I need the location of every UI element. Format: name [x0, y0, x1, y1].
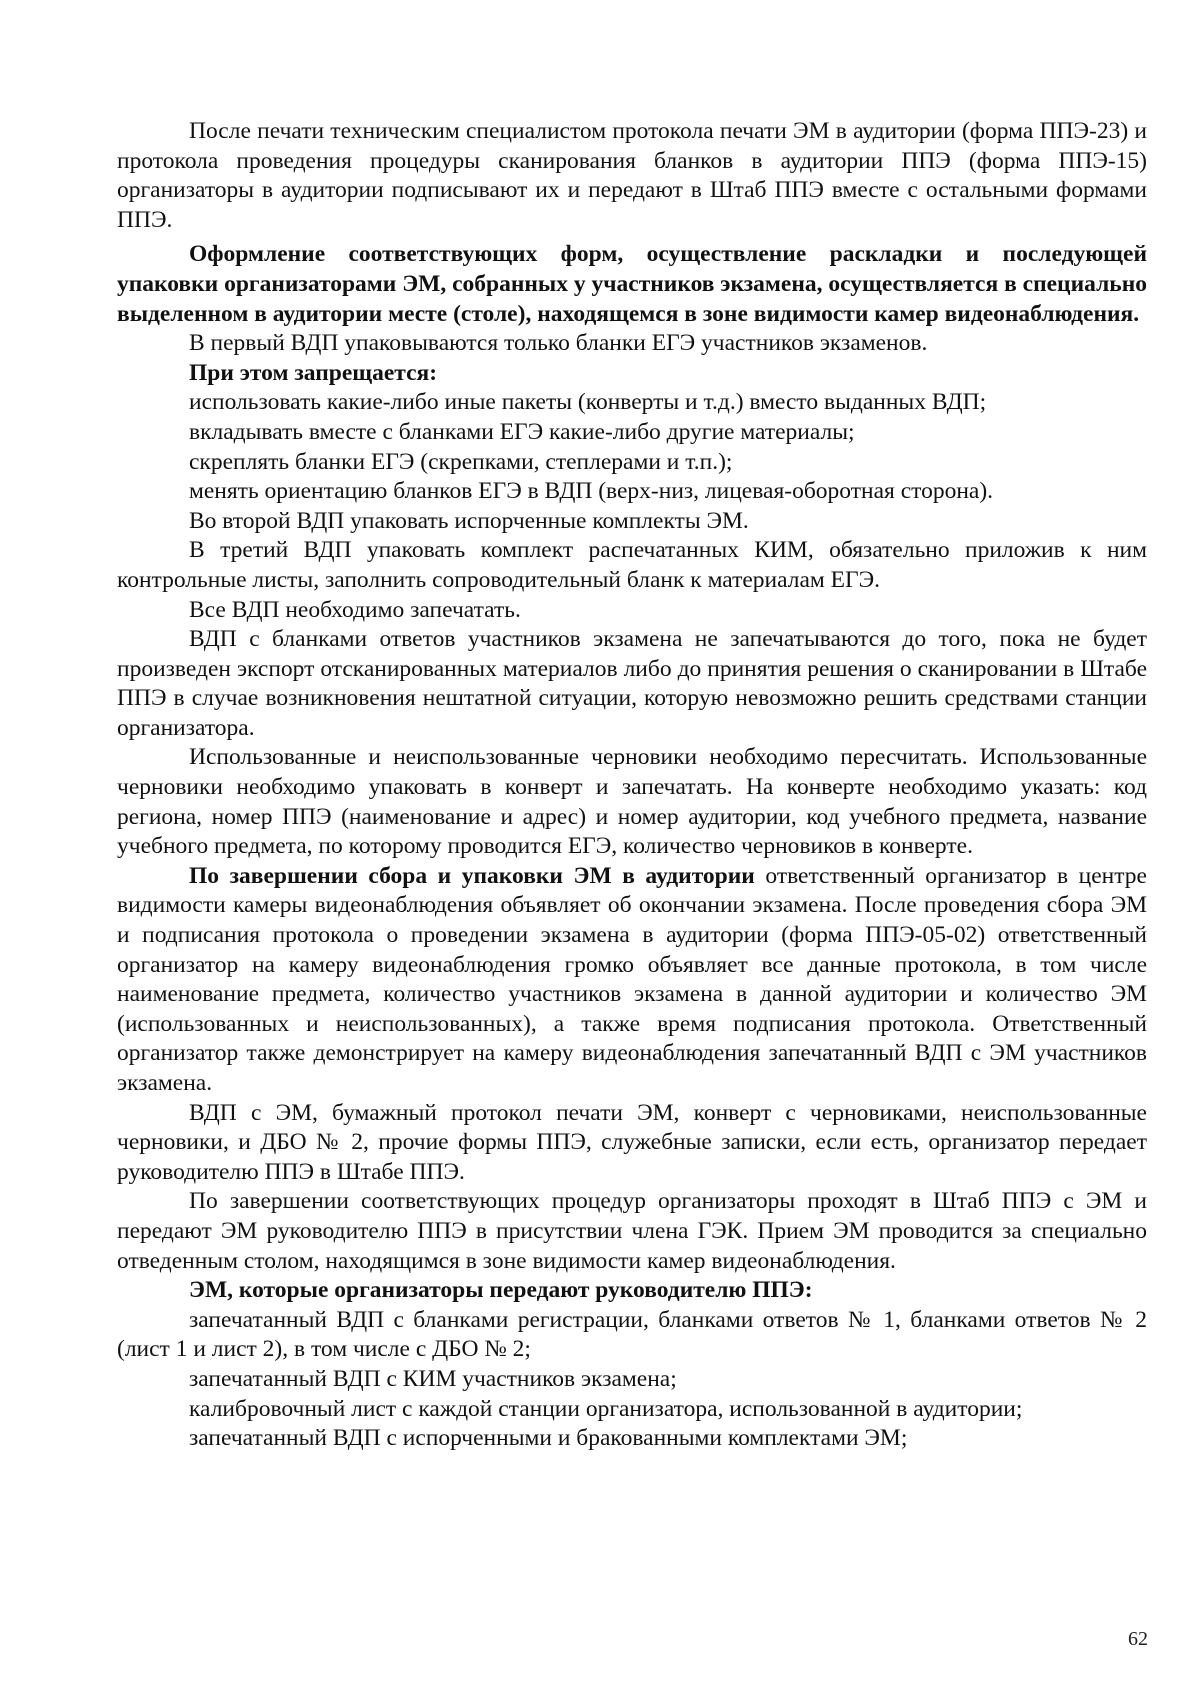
paragraph: Все ВДП необходимо запечатать.: [189, 596, 521, 623]
list-item: запечатанный ВДП с бланками регистрации, бланками ответов № 1, бланками ответов № 2 (лист 1 и лист 2), в том числе с ДБО № 2;: [117, 1306, 1147, 1363]
bold-paragraph: Оформление соответствующих форм, осуществление раскладки и последующей упаковки организаторами ЭМ, собранных у участников экзамена, осуществляется в специально выделенном в аудитории месте (столе), находящемся в зоне видимости камер видеонаблюдения.: [117, 241, 1147, 327]
materials-heading: ЭМ, которые организаторы передают руководителю ППЭ:: [189, 1277, 813, 1304]
paragraph-text: ответственный организатор в центре видимости камеры видеонаблюдения объявляет об окончании экзамена. После проведения сбора ЭМ и подписания протокола о проведении экзамена в аудитории (форма ППЭ-05-02) ответственный организатор на камеру видеонаблюдения громко объявляет все данные протокола, в том числе наименование предмета, количество участников экзамена в данной аудитории и количество ЭМ (использованных и неиспользованных), а также время подписания протокола. Ответственный организатор также демонстрирует на камеру видеонаблюдения запечатанный ВДП с ЭМ участников экзамена.: [117, 862, 1147, 1096]
paragraph: Во второй ВДП упаковать испорченные комплекты ЭМ.: [189, 507, 749, 534]
paragraph: По завершении соответствующих процедур организаторы проходят в Штаб ППЭ с ЭМ и передают ЭМ руководителю ППЭ в присутствии члена ГЭК. Прием ЭМ проводится за специально отведенным столом, находящимся в зоне видимости камер видеонаблюдения.: [117, 1188, 1147, 1274]
bold-lead-text: По завершении сбора и упаковки ЭМ в аудитории: [189, 862, 755, 889]
page-number: 62: [1128, 1628, 1148, 1650]
list-item: скреплять бланки ЕГЭ (скрепками, степлерами и т.п.);: [189, 448, 733, 475]
list-item: менять ориентацию бланков ЕГЭ в ВДП (верх-низ, лицевая-оборотная сторона).: [189, 478, 994, 505]
prohibitions-heading: При этом запрещается:: [189, 359, 438, 386]
list-item: запечатанный ВДП с КИМ участников экзамена;: [189, 1365, 677, 1392]
paragraph: ВДП с ЭМ, бумажный протокол печати ЭМ, конверт с черновиками, неиспользованные черновики, и ДБО № 2, прочие формы ППЭ, служебные записки, если есть, организатор передает руководителю ППЭ в Штабе ППЭ.: [117, 1099, 1147, 1185]
paragraph: В третий ВДП упаковать комплект распечатанных КИМ, обязательно приложив к ним контрольные листы, заполнить сопроводительный бланк к материалам ЕГЭ.: [117, 537, 1147, 593]
paragraph: В первый ВДП упаковываются только бланки ЕГЭ участников экзаменов.: [189, 330, 928, 357]
list-item: использовать какие-либо иные пакеты (конверты и т.д.) вместо выданных ВДП;: [189, 389, 987, 416]
document-body: [117, 117, 1147, 1454]
list-item: вкладывать вместе с бланками ЕГЭ какие-либо другие материалы;: [189, 418, 855, 445]
paragraph: Использованные и неиспользованные черновики необходимо пересчитать. Использованные черновики необходимо упаковать в конверт и запечатать. На конверте необходимо указать: код региона, номер ППЭ (наименование и адрес) и номер аудитории, код учебного предмета, название учебного предмета, по которому проводится ЕГЭ, количество черновиков в конверте.: [117, 744, 1147, 860]
list-item: запечатанный ВДП с испорченными и бракованными комплектами ЭМ;: [189, 1425, 908, 1452]
paragraph: [117, 862, 1147, 1099]
paragraph: ВДП с бланками ответов участников экзамена не запечатываются до того, пока не будет произведен экспорт отсканированных материалов либо до принятия решения о сканировании в Штабе ППЭ в случае возникновения нештатной ситуации, которую невозможно решить средствами станции организатора.: [117, 626, 1147, 741]
list-item: калибровочный лист с каждой станции организатора, использованной в аудитории;: [189, 1395, 1023, 1422]
paragraph: После печати техническим специалистом протокола печати ЭМ в аудитории (форма ППЭ-23) и протокола проведения процедуры сканирования бланков в аудитории ППЭ (форма ППЭ-15) организаторы в аудитории подписывают их и передают в Штаб ППЭ вместе с остальными формами ППЭ.: [117, 118, 1147, 233]
